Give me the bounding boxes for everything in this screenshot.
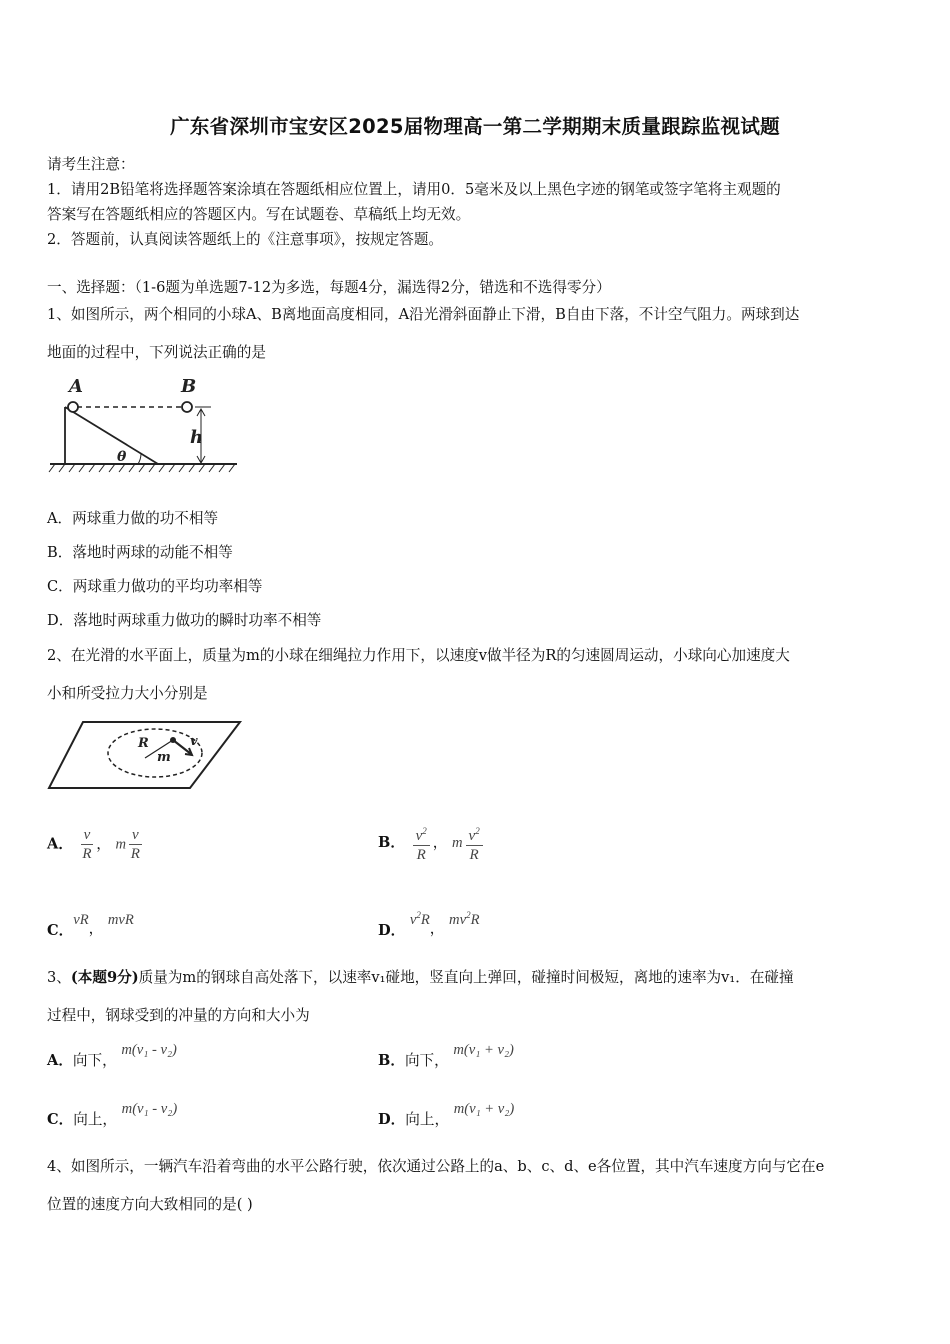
q1-incline-figure [45,370,245,476]
q3-option-c[interactable]: C．向上， m(v₁ - v₂) [47,1101,178,1128]
notice-line-1: 1．请用2B铅笔将选择题答案涂填在答题纸相应位置上，请用0．5毫米及以上黑色字迹的钢笔或签字笔将主观题的 [47,181,781,198]
q3-option-a[interactable]: A．向下， m(v₁ - v₂) [47,1042,177,1069]
q3-stem-line-1: 3、(本题9分)质量为m的钢球自高处落下，以速率v₁碰地，竖直向上弹回，碰撞时间极短，离地的速率为v₁．在碰撞 [47,969,794,986]
notice-line-2: 答案写在答题纸相应的答题区内。写在试题卷、草稿纸上均无效。 [47,206,471,223]
q2-option-b[interactable]: B． $\frac{v^2}{R}$ ， m $\frac{v^2}{R}$ [378,822,486,864]
q2-option-d[interactable]: D． $v^2R$， $mv^2R$ [378,910,480,939]
q1-stem-line-1: 1、如图所示，两个相同的小球A、B离地面高度相同，A沿光滑斜面静止下滑，B自由下落，不计空气阻力。两球到达 [47,306,800,323]
label-h: h [190,427,204,448]
section-heading: 一、选择题：（1-6题为单选题7-12为多选，每题4分，漏选得2分，错选和不选得零分） [47,279,611,296]
q1-stem-line-2: 地面的过程中，下列说法正确的是 [47,344,266,361]
notice-line-3: 2．答题前，认真阅读答题纸上的《注意事项》，按规定答题。 [47,231,444,248]
q1-option-d[interactable]: D．落地时两球重力做功的瞬时功率不相等 [47,612,322,629]
page-title: 广东省深圳市宝安区2025届物理高一第二学期期末质量跟踪监视试题 [170,115,780,138]
label-b: B [181,376,197,397]
q3-stem-line-2: 过程中，钢球受到的冲量的方向和大小为 [47,1007,310,1024]
q3-option-d[interactable]: D．向上， m(v₁ + v₂) [378,1101,515,1128]
q1-option-b[interactable]: B．落地时两球的动能不相等 [47,544,233,561]
q2-option-a[interactable]: A． $\frac{v}{R}$ ， m $\frac{v}{R}$ [47,827,140,862]
q4-stem-line-2: 位置的速度方向大致相同的是( ) [47,1196,253,1213]
fraction: $\frac{v^2}{R}$ [413,822,430,864]
q3-option-b[interactable]: B．向下， m(v₁ + v₂) [378,1042,514,1069]
q1-option-a[interactable]: A．两球重力做的功不相等 [47,510,219,527]
q1-option-c[interactable]: C．两球重力做功的平均功率相等 [47,578,263,595]
q2-circle-figure [45,718,245,792]
option-label: B． [378,834,405,851]
label-r: R [138,736,149,751]
q2-stem-line-1: 2、在光滑的水平面上，质量为m的小球在细绳拉力作用下，以速度v做半径为R的匀速圆周运动，小球向心加速度大 [47,647,790,664]
label-v: v [190,734,198,749]
fraction: $\frac{v}{R}$ [82,827,92,862]
q2-option-c[interactable]: C．vR， mvR [47,912,134,939]
fraction: $\frac{v^2}{R}$ [466,822,483,864]
q4-stem-line-1: 4、如图所示，一辆汽车沿着弯曲的水平公路行驶，依次通过公路上的a、b、c、d、e各位置，其中汽车速度方向与它在e [47,1158,825,1175]
option-label: A． [47,835,73,853]
q2-stem-line-2: 小和所受拉力大小分别是 [47,685,208,702]
notice-heading: 请考生注意： [47,156,135,173]
label-m: m [157,750,171,765]
option-label: C． [47,922,74,939]
option-label: D． [378,922,406,939]
fraction: $\frac{v}{R}$ [130,827,140,862]
label-a: A [69,376,83,397]
label-theta: θ [117,449,127,465]
